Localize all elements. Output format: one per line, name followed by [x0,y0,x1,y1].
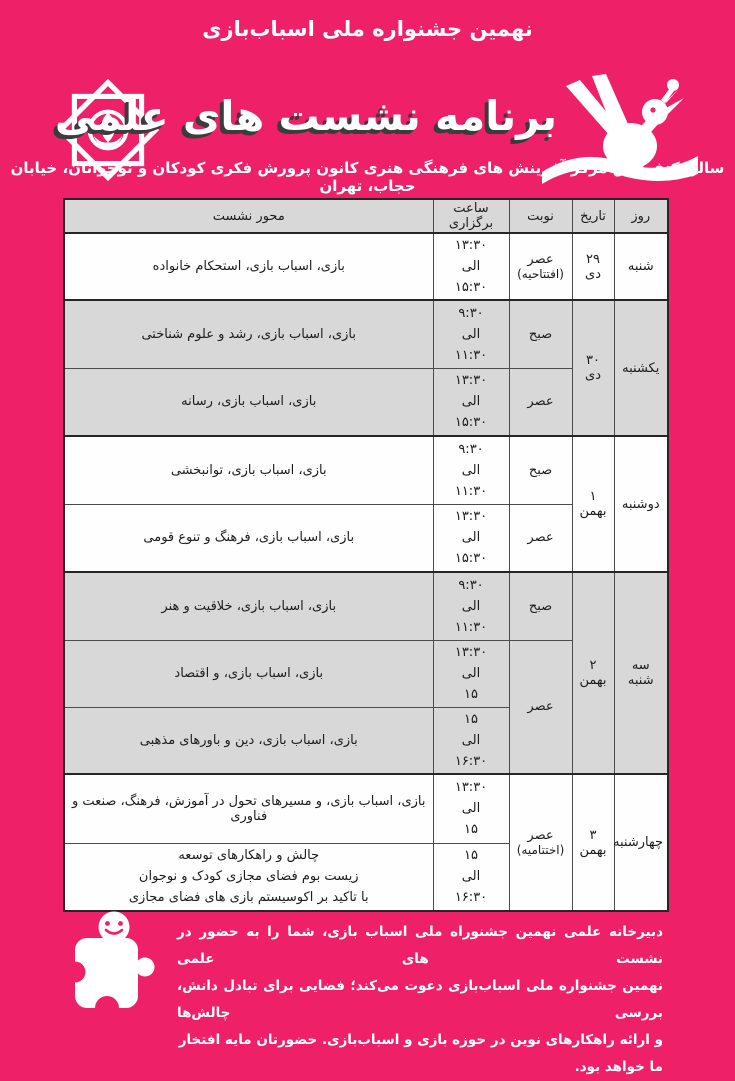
col-header-day: روز [614,199,668,233]
time-to: الی [461,326,481,342]
col-header-shift: نوبت [509,199,572,233]
topic-cell: بازی، اسباب بازی، خلاقیت و هنر [64,572,433,640]
invitation-line: دبیرخانه علمی نهمین جشنوراه ملی اسباب بازی، شما را به حضور در نشست های علمی [177,924,663,967]
invitation-line: و ارائه راهکارهای نوین در حوزه بازی و اسباب‌بازی. حضورتان مایه افتخار ما خواهد بود. [178,1032,663,1075]
time-start: ۹:۳۰ [458,305,484,321]
table-row [64,774,668,843]
table-row [64,572,668,640]
puzzle-man-smiley-icon [62,910,166,1016]
shift-note: (اختتامیه) [516,843,565,857]
time-start: ۱۳:۳۰ [454,238,488,253]
day-cell: یکشنبه [614,300,668,436]
festival-title: نهمین جشنواره ملی اسباب‌بازی [202,17,533,41]
topic-cell [64,843,433,911]
time-end: ۱۵:۳۰ [454,551,488,567]
time-cell [433,640,509,707]
shift-cell: عصر [509,504,572,572]
time-cell [433,707,509,774]
topic-cell: بازی، اسباب بازی، رسانه [64,368,433,436]
topic-cell: بازی، اسباب بازی، رشد و علوم شناختی [64,300,433,368]
time-to: الی [461,598,481,614]
time-end: ۱۱:۳۰ [454,483,488,499]
date-cell: ۱ بهمن [572,436,614,572]
table-row [64,233,668,300]
shift-cell [509,233,572,300]
date-cell: ۲۹ دی [572,233,614,300]
topic-line: زیست بوم فضای مجازی کودک و نوجوان [138,869,359,885]
time-start: ۱۵ [464,848,478,864]
shift-cell: عصر [509,640,572,774]
shift-cell: عصر [509,368,572,436]
time-end: ۱۱:۳۰ [454,347,488,363]
time-cell [433,368,509,436]
col-header-topic: محور نشست [64,199,433,233]
shift-label: عصر [527,828,554,843]
day-cell: شنبه [614,233,668,300]
day-cell: سه شنبه [614,572,668,774]
time-end: ۱۵:۳۰ [454,280,488,295]
table-row [64,300,668,368]
time-to: الی [461,394,481,410]
topic-line: چالش و راهکارهای توسعه [178,848,320,864]
topic-cell: بازی، اسباب بازی، و اقتصاد [64,640,433,707]
day-cell: دوشنبه [614,436,668,572]
time-cell [433,233,509,300]
time-to: الی [461,869,481,885]
time-cell [433,436,509,504]
time-start: ۱۳:۳۰ [454,509,488,525]
shift-cell: صبح [509,572,572,640]
topic-cell: بازی، اسباب بازی، و مسیرهای تحول در آموزش، فرهنگ، صنعت و فناوری [64,774,433,843]
invitation-text [177,919,663,1081]
time-end: ۱۱:۳۰ [454,619,488,635]
time-to: الی [461,462,481,478]
time-start: ۹:۳۰ [458,441,484,457]
table-row [64,436,668,504]
time-to: الی [461,732,481,748]
shift-label: عصر [527,252,554,267]
col-header-date: تاریخ [572,199,614,233]
time-end: ۱۵ [464,687,478,702]
venue-line: سالن کنفرانس مرکز آفرینش های فرهنگی هنری کانون پرورش فکری کودکان و نوجوانان، خیابان حجاب، تهران [10,159,725,195]
time-start: ۹:۳۰ [458,577,484,593]
time-cell [433,843,509,911]
time-start: ۱۳:۳۰ [454,780,488,796]
col-header-time: ساعت برگزاری [433,199,509,233]
topic-line: با تاکید بر اکوسیستم بازی های فضای مجازی [128,890,369,906]
time-start: ۱۵ [464,711,478,727]
shift-cell: صبح [509,436,572,504]
page-title: برنامه نشست های علمی [54,92,557,140]
time-cell [433,300,509,368]
topic-cell: بازی، اسباب بازی، استحکام خانواده [64,233,433,300]
time-end: ۱۶:۳۰ [454,890,488,906]
time-to: الی [461,259,481,274]
date-cell: ۳۰ دی [572,300,614,436]
time-cell [433,572,509,640]
schedule-table-wrap [63,198,669,912]
time-to: الی [461,801,481,817]
invitation-line: نهمین جشنواره ملی اسباب‌بازی دعوت می‌کند؛ فضایی برای تبادل دانش، بررسی چالش‌ها [177,978,663,1021]
table-header-row [64,199,668,233]
date-cell: ۳ بهمن [572,774,614,911]
shift-cell [509,774,572,911]
time-to: الی [461,530,481,546]
time-start: ۱۳:۳۰ [454,373,488,389]
time-end: ۱۵:۳۰ [454,415,488,431]
time-to: الی [461,666,481,681]
time-end: ۱۵ [464,822,478,838]
topic-cell: بازی، اسباب بازی، دین و باورهای مذهبی [64,707,433,774]
time-cell [433,774,509,843]
topic-cell: بازی، اسباب بازی، توانبخشی [64,436,433,504]
schedule-table [63,198,669,912]
time-start: ۱۳:۳۰ [454,645,488,660]
shift-cell: صبح [509,300,572,368]
time-cell [433,504,509,572]
shift-note: (افتتاحیه) [517,267,564,281]
time-end: ۱۶:۳۰ [454,753,488,769]
date-cell: ۲ بهمن [572,572,614,774]
topic-cell: بازی، اسباب بازی، فرهنگ و تنوع قومی [64,504,433,572]
day-cell: چهارشنبه [614,774,668,911]
